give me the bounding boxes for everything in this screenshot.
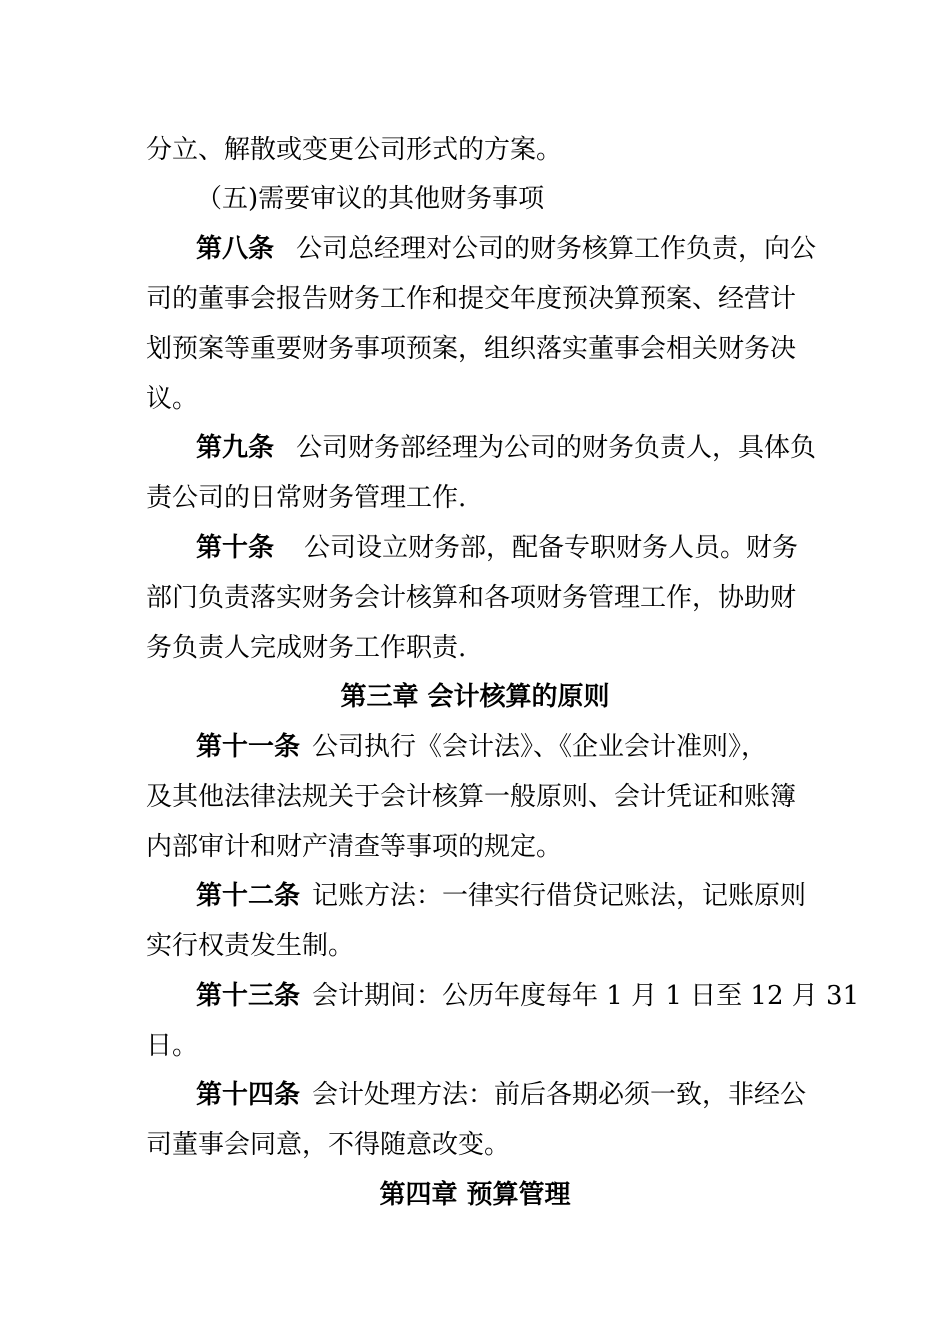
article-9-line-1: [0, 428, 950, 468]
article-text: 公司执行《会计法》、《企业会计准则》，: [312, 732, 768, 762]
article-10-line-2: [0, 578, 950, 618]
article-text: 日。: [146, 1031, 199, 1061]
article-label: 第八条: [196, 234, 275, 264]
article-text: 责公司的日常财务管理工作.: [146, 483, 467, 513]
article-text: 议。: [146, 384, 199, 414]
article-text: 公司设立财务部，配备专职财务人员。财务: [304, 533, 799, 563]
paragraph-text: 分立、解散或变更公司形式的方案。: [146, 135, 563, 165]
article-label: 第十三条: [196, 981, 301, 1011]
article-9-line-2: [0, 478, 950, 518]
article-text: 记账方法：一律实行借贷记账法，记账原则: [312, 881, 807, 911]
article-text: 司的董事会报告财务工作和提交年度预决算预案、经营计: [146, 284, 797, 314]
article-8-line-1: [0, 229, 950, 269]
article-14-line-1: [0, 1075, 950, 1115]
chapter-heading: 第四章 预算管理: [379, 1180, 571, 1210]
article-text: 及其他法律法规关于会计核算一般原则、会计凭证和账簿: [146, 782, 797, 812]
article-text: 务负责人完成财务工作职责.: [146, 633, 467, 663]
article-text: 划预案等重要财务事项预案，组织落实董事会相关财务决: [146, 334, 797, 364]
article-text: 公司总经理对公司的财务核算工作负责，向公: [296, 234, 817, 264]
article-label: 第九条: [196, 433, 275, 463]
article-text: 司董事会同意，不得随意改变。: [146, 1130, 511, 1160]
article-text: 实行权责发生制。: [146, 931, 355, 961]
article-8-line-3: [0, 329, 950, 369]
article-13-line-2: [0, 1026, 950, 1066]
article-10-line-3: [0, 628, 950, 668]
article-text: 会计期间：公历年度每年 1 月 1 日至 12 月 31: [312, 981, 860, 1011]
article-text: 内部审计和财产清查等事项的规定。: [146, 832, 563, 862]
article-10-line-1: [0, 528, 950, 568]
article-8-line-4: [0, 379, 950, 419]
article-11-line-1: [0, 727, 950, 767]
article-text: 公司财务部经理为公司的财务负责人，具体负: [296, 433, 817, 463]
article-label: 第十条: [196, 533, 275, 563]
chapter-heading: 第三章 会计核算的原则: [340, 682, 610, 712]
article-label: 第十二条: [196, 881, 301, 911]
article-12-line-2: [0, 926, 950, 966]
article-11-line-3: [0, 827, 950, 867]
article-text: 部门负责落实财务会计核算和各项财务管理工作，协助财: [146, 583, 797, 613]
article-label: 第十四条: [196, 1080, 301, 1110]
list-item: [0, 179, 950, 219]
article-13-line-1: [0, 976, 950, 1016]
list-item-text: （五)需要审议的其他财务事项: [196, 184, 545, 214]
article-11-line-2: [0, 777, 950, 817]
paragraph-line: [0, 130, 950, 170]
article-14-line-2: [0, 1125, 950, 1165]
article-8-line-2: [0, 279, 950, 319]
article-text: 会计处理方法：前后各期必须一致，非经公: [312, 1080, 807, 1110]
article-label: 第十一条: [196, 732, 301, 762]
article-12-line-1: [0, 876, 950, 916]
